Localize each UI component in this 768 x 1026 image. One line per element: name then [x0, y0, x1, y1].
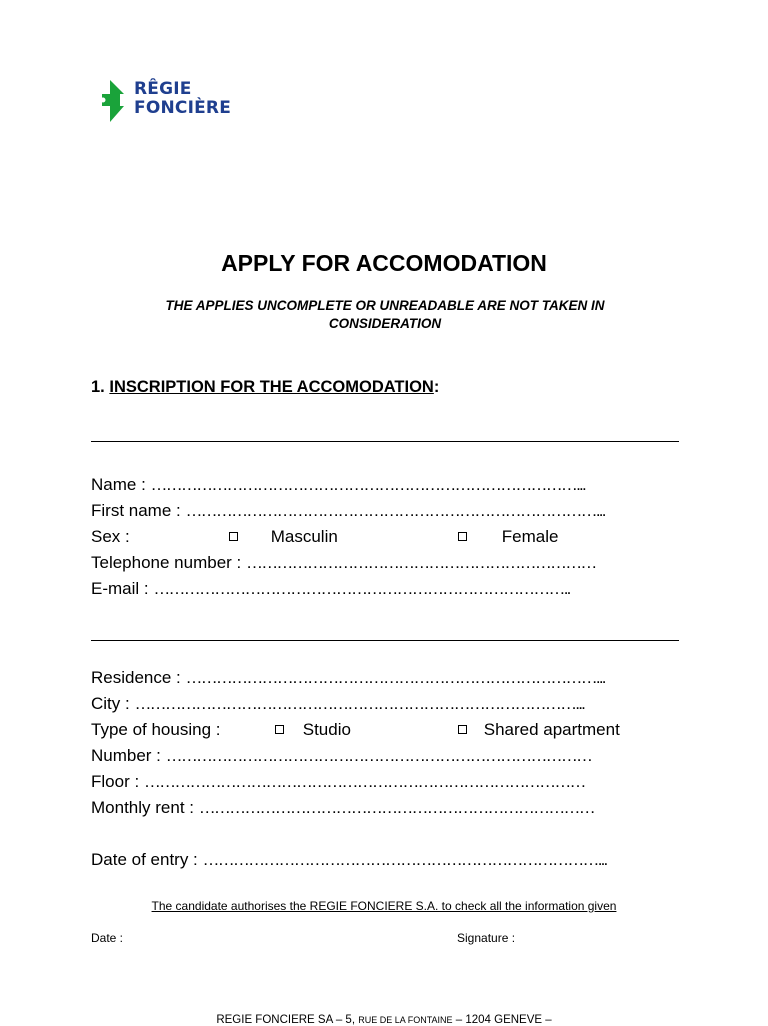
- divider-top: [91, 441, 679, 442]
- residence-field[interactable]: [91, 666, 681, 690]
- date-of-entry-field[interactable]: [91, 848, 681, 872]
- city-dots: ……………………………………………………………………………...: [134, 694, 585, 713]
- page-title: APPLY FOR ACCOMODATION: [221, 250, 547, 276]
- section-number: 1.: [91, 378, 105, 396]
- number-dots: …………………………………………………………………………: [165, 746, 592, 765]
- sex-label: Sex :: [91, 527, 130, 546]
- consent-statement: [0, 899, 768, 913]
- logo-line-2: FONCIÈRE: [134, 98, 232, 118]
- signature-label: Signature :: [457, 931, 516, 945]
- monthly-rent-field[interactable]: [91, 796, 681, 820]
- floor-field[interactable]: [91, 770, 681, 794]
- housing-shared-option[interactable]: [458, 718, 620, 742]
- monthly-rent-label: Monthly rent :: [91, 798, 194, 817]
- floor-dots: ……………………………………………………………………………: [143, 772, 585, 791]
- email-dots: ………………………………………………………………………..: [153, 579, 570, 598]
- checkbox-studio[interactable]: [275, 725, 284, 734]
- residence-label: Residence :: [91, 668, 181, 687]
- logo-text: [134, 80, 231, 118]
- city-label: City :: [91, 694, 130, 713]
- telephone-label: Telephone number :: [91, 553, 242, 572]
- footer-part-1: REGIE FONCIERE SA – 5,: [216, 1014, 359, 1026]
- logo-line-1: RÊGIE: [134, 79, 192, 99]
- checkbox-shared-apartment[interactable]: [458, 725, 467, 734]
- date-of-entry-dots: ……………………………………………………………………...: [202, 850, 607, 869]
- sex-option-female-label: Female: [501, 527, 559, 546]
- email-label: E-mail :: [91, 579, 149, 598]
- company-logo: [92, 76, 232, 126]
- first-name-field[interactable]: [91, 499, 681, 523]
- checkbox-female[interactable]: [458, 532, 467, 541]
- name-label: Name :: [91, 475, 146, 494]
- date-label: Date :: [91, 931, 124, 945]
- consent-text: The candidate authorises the REGIE FONCIERE S.A. to check all the information given: [151, 899, 617, 913]
- housing-type-label: Type of housing :: [91, 720, 221, 739]
- sex-masculin-option[interactable]: [229, 525, 338, 549]
- first-name-label: First name :: [91, 501, 181, 520]
- section-label: INSCRIPTION FOR THE ACCOMODATION: [109, 378, 434, 396]
- date-of-entry-label: Date of entry :: [91, 850, 198, 869]
- floor-label: Floor :: [91, 772, 140, 791]
- city-field[interactable]: [91, 692, 681, 716]
- page-subtitle: THE APPLIES UNCOMPLETE OR UNREADABLE ARE NOT TAKEN IN CONSIDERATION: [165, 298, 605, 331]
- footer-address: [0, 1014, 768, 1026]
- divider-middle: [91, 640, 679, 641]
- section-suffix: :: [433, 378, 440, 396]
- telephone-dots: ……………………………………………………………: [246, 553, 596, 572]
- sex-field: [91, 525, 681, 549]
- monthly-rent-dots: ……………………………………………………………………: [198, 798, 594, 817]
- housing-option-studio-label: Studio: [302, 720, 351, 739]
- name-field[interactable]: [91, 473, 681, 497]
- residence-dots: ………………………………………………………………………...: [185, 668, 605, 687]
- logo-arrows-icon: [92, 76, 132, 126]
- housing-type-field: [91, 718, 681, 742]
- email-field[interactable]: [91, 577, 681, 601]
- first-name-dots: ………………………………………………………………………...: [185, 501, 605, 520]
- sex-female-option[interactable]: [458, 525, 558, 549]
- name-dots: …………………………………………………………………………...: [150, 475, 585, 494]
- housing-option-shared-label: Shared apartment: [483, 720, 620, 739]
- sex-option-masculin-label: Masculin: [270, 527, 338, 546]
- checkbox-masculin[interactable]: [229, 532, 238, 541]
- section-heading: [91, 378, 439, 397]
- number-label: Number :: [91, 746, 161, 765]
- telephone-field[interactable]: [91, 551, 681, 575]
- footer-part-2: RUE DE LA FONTAINE: [358, 1015, 453, 1025]
- number-field[interactable]: [91, 744, 681, 768]
- footer-part-3: – 1204 GENEVE –: [452, 1014, 552, 1026]
- housing-studio-option[interactable]: [275, 718, 351, 742]
